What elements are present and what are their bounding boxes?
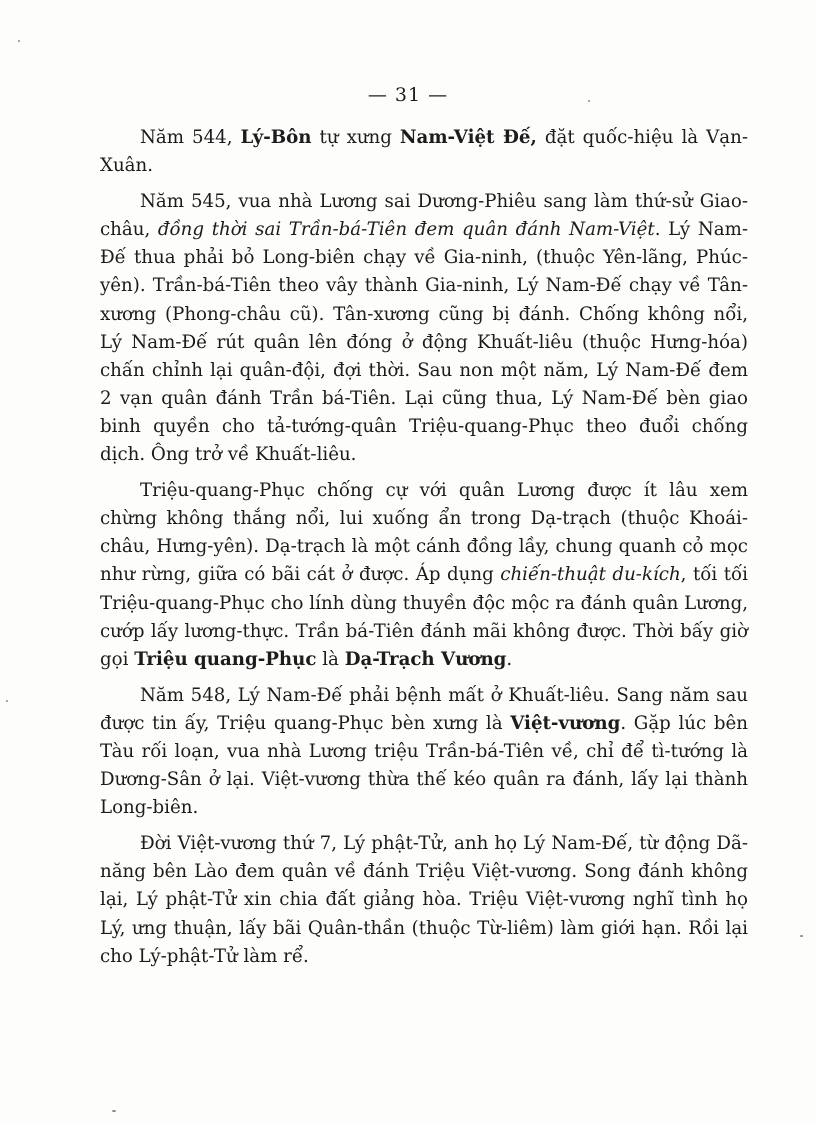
text-run: tự xưng xyxy=(311,127,400,148)
scan-speck xyxy=(800,935,803,937)
text-run: Đời Việt-vương thứ 7, Lý phật-Tử, anh họ Lý Nam-Đế, từ động Dã-năng bên Lào đem quân về đánh Triệu Việt-vương. Song đánh không lại, Lý phật-Tử xin chia đất giảng hòa. Triệu Việt-vương nghĩ tình họ Lý, ưng thuận, lấy bãi Quân-thần (thuộc Từ-liêm) làm giới hạn. Rồi lại cho Lý-phật-Tử làm rể. xyxy=(100,833,748,967)
scan-speck xyxy=(588,100,590,102)
bold-text-run: Nam-Việt Đế, xyxy=(399,127,537,148)
text-run: . xyxy=(506,648,513,670)
scan-speck xyxy=(6,700,8,702)
text-run: . Gặp lúc bên Tàu rối loạn, vua nhà Lương triệu Trần-bá-Tiên về, chỉ để tì-tướng là Dương-Sân ở lại. Việt-vương thừa thế kéo quân ra đánh, lấy lại thành Long-biên. xyxy=(100,712,748,819)
bold-text-run: Lý-Bôn xyxy=(240,127,312,148)
bold-text-run: Triệu quang-Phục xyxy=(134,648,317,670)
bold-text-run: Dạ-Trạch Vương xyxy=(344,648,507,670)
paragraph xyxy=(100,124,748,180)
text-run: . Lý Nam-Đế thua phải bỏ Long-biên chạy về Gia-ninh, (thuộc Yên-lãng, Phúc-yên). Trần-bá-Tiên theo vây thành Gia-ninh, Lý Nam-Đế chạy về Tân-xương (Phong-châu cũ). Tân-xương cũng bị đánh. Chống không nổi, Lý Nam-Đế rút quân lên đóng ở động Khuất-liêu (thuộc Hưng-hóa) chấn chỉnh lại quân-đội, đợi thời. Sau non một năm, Lý Nam-Đế đem 2 vạn quân đánh Trần bá-Tiên. Lại cũng thua, Lý Nam-Đế bèn giao binh quyền cho tả-tướng-quân Triệu-quang-Phục theo đuổi chống dịch. Ông trở về Khuất-liêu. xyxy=(100,219,748,466)
bold-text-run: Việt-vương xyxy=(510,712,621,734)
text-run: Năm 544, xyxy=(140,127,241,148)
paragraph xyxy=(100,682,748,822)
paragraph xyxy=(100,477,748,674)
scan-speck xyxy=(112,1110,116,1112)
italic-text-run: chiến-thuật du-kích xyxy=(500,564,681,586)
scan-speck xyxy=(18,40,20,42)
italic-text-run: đồng thời sai Trần-bá-Tiên đem quân đánh Nam-Việt xyxy=(157,219,655,241)
body-text xyxy=(100,124,748,979)
text-run: đặt quốc-hiệu là Vạn-Xuân. xyxy=(100,127,748,177)
text-run: Năm 548, Lý Nam-Đế phải bệnh mất ở Khuất-liêu. Sang năm sau được tin ấy, Triệu quang-Phục bèn xưng là xyxy=(100,684,748,734)
paragraph xyxy=(100,830,748,970)
paragraph xyxy=(100,188,748,469)
text-run: Năm 545, vua nhà Lương sai Dương-Phiêu sang làm thứ-sử Giao-châu, xyxy=(100,191,748,241)
text-run: , tối tối Triệu-quang-Phục cho lính dùng thuyền độc mộc ra đánh quân Lương, cướp lấy lương-thực. Trần bá-Tiên đánh mãi không được. Thời bấy giờ gọi xyxy=(100,564,748,670)
text-run: Triệu-quang-Phục chống cự với quân Lương được ít lâu xem chừng không thắng nổi, lui xuống ẩn trong Dạ-trạch (thuộc Khoái-châu, Hưng-yên). Dạ-trạch là một cánh đồng lầy, chung quanh cỏ mọc như rừng, giữa có bãi cát ở được. Áp dụng xyxy=(100,480,748,586)
page-number: — 31 — xyxy=(367,84,449,106)
text-run: là xyxy=(316,648,345,670)
